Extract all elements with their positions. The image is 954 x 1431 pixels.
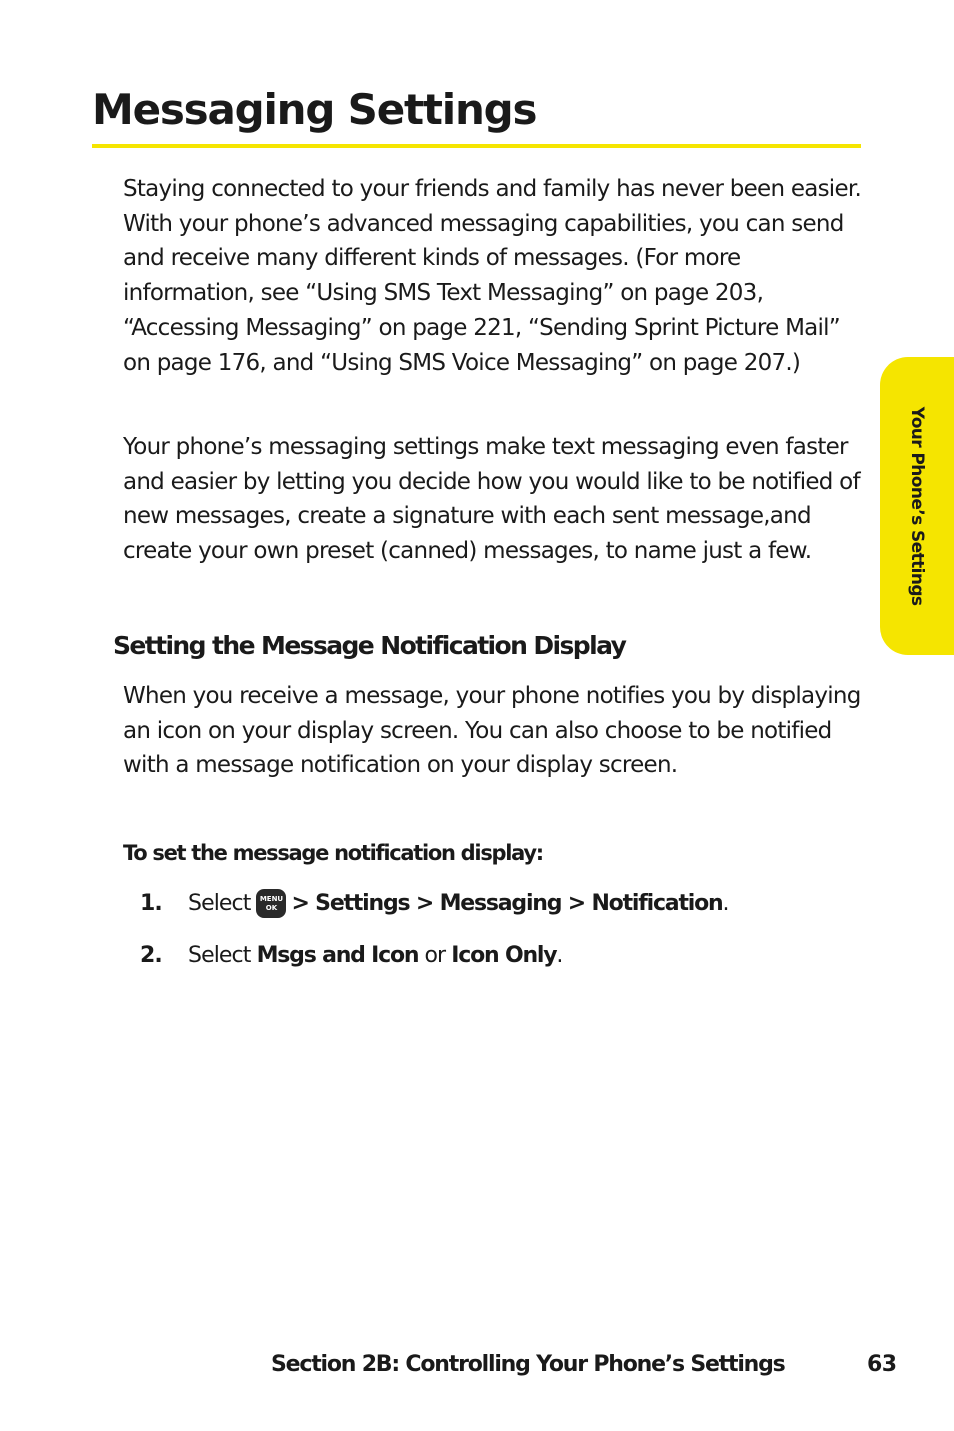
section-paragraph: When you receive a message, your phone notifies you by displaying an icon on your display screen. You can also choose to be notified with a message notification on your display screen. bbox=[123, 683, 861, 779]
settings-paragraph: Your phone’s messaging settings make text messaging even faster and easier by letting you decide how you would like to be notified of new messages, create a signature with each sent message,and create your own preset (canned) messages, to name just a few. bbox=[123, 434, 860, 565]
option-msgs-and-icon: Msgs and Icon bbox=[256, 942, 419, 968]
step-verb: Select bbox=[188, 890, 251, 916]
step-1 bbox=[140, 885, 729, 921]
option-icon-only: Icon Only bbox=[451, 942, 557, 968]
menu-key-top-label: MENU bbox=[259, 894, 284, 903]
menu-key-bottom-label: OK bbox=[265, 903, 278, 912]
menu-path: > Settings > Messaging > Notification bbox=[291, 890, 723, 916]
step-number: 1. bbox=[140, 890, 162, 916]
step-end-punct: . bbox=[722, 890, 729, 916]
step-2 bbox=[140, 937, 563, 973]
section-heading: Setting the Message Notification Display bbox=[113, 631, 626, 660]
chapter-side-tab-label: Your Phone’s Settings bbox=[907, 406, 927, 606]
title-rule bbox=[92, 144, 861, 148]
page-number: 63 bbox=[867, 1352, 897, 1377]
step-end-punct: . bbox=[556, 942, 563, 968]
footer-section-title: Section 2B: Controlling Your Phone’s Settings bbox=[271, 1352, 785, 1377]
intro-paragraph: Staying connected to your friends and family has never been easier. With your phone’s advanced messaging capabilities, you can send and receive many different kinds of messages. (For more information, see “Using SMS Text Messaging” on page 203, “Accessing Messaging” on page 221, “Sending Sprint Picture Mail” on page 176, and “Using SMS Voice Messaging” on page 207.) bbox=[123, 176, 862, 376]
step-verb: Select bbox=[188, 942, 251, 968]
step-number: 2. bbox=[140, 942, 162, 968]
procedure-intro: To set the message notification display: bbox=[123, 841, 543, 865]
step-conjunction: or bbox=[424, 942, 446, 968]
menu-ok-key-icon bbox=[256, 889, 286, 918]
page-title: Messaging Settings bbox=[92, 85, 537, 134]
